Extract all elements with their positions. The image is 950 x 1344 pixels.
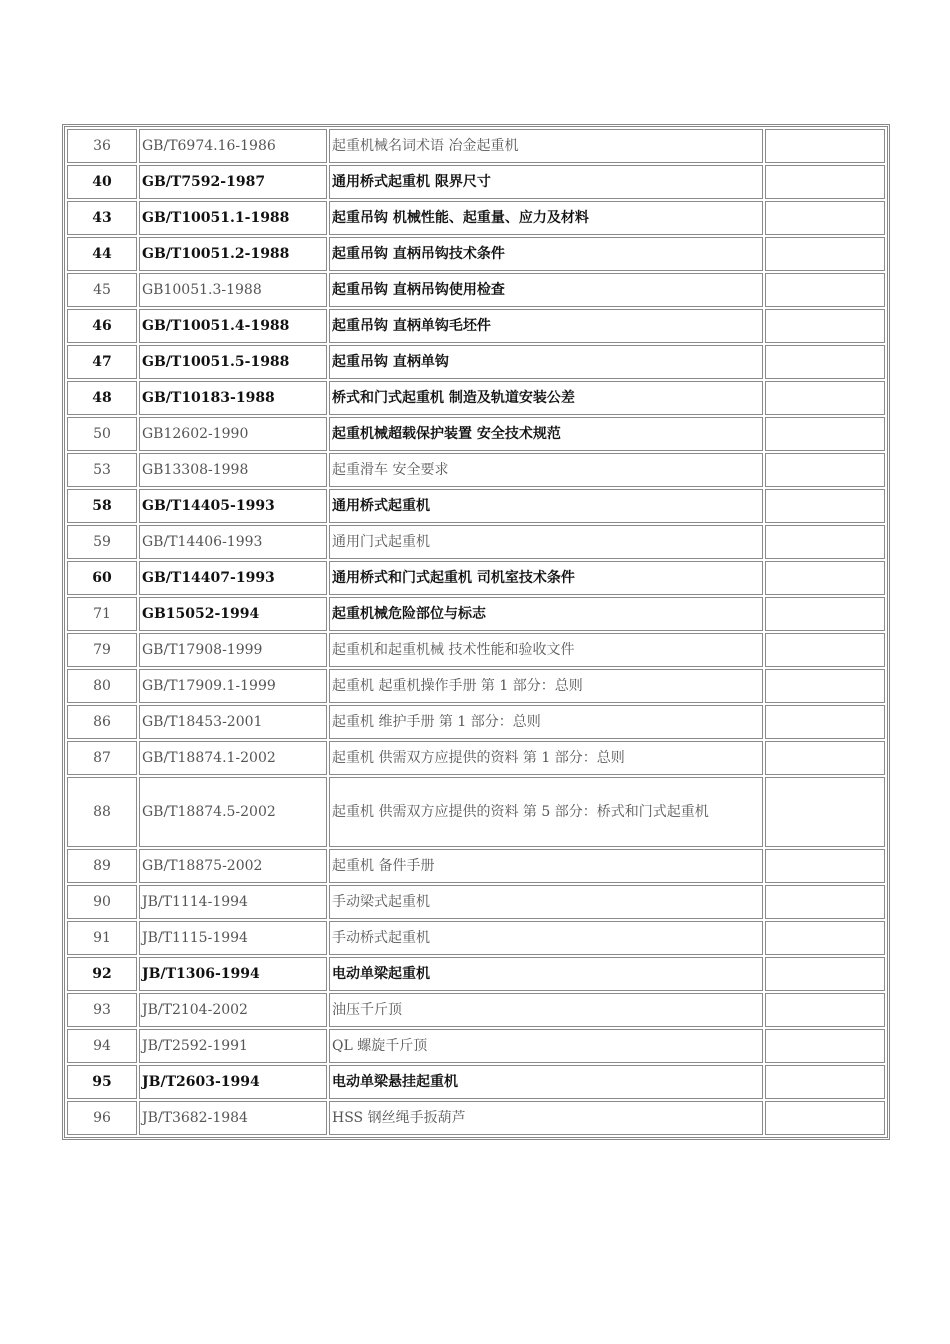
standard-code-cell: GB/T10051.5-1988 (139, 345, 327, 379)
remarks-cell (765, 633, 885, 667)
remarks-cell (765, 993, 885, 1027)
standard-number-cell: 44 (67, 237, 137, 271)
table-row (67, 237, 885, 271)
standard-number-cell: 59 (67, 525, 137, 559)
standard-title-cell: 手动桥式起重机 (329, 921, 763, 955)
table-row (67, 1065, 885, 1099)
standard-code-cell: GB/T17908-1999 (139, 633, 327, 667)
table-row (67, 417, 885, 451)
standard-number-cell: 48 (67, 381, 137, 415)
standard-title-cell: 起重机 维护手册 第 1 部分：总则 (329, 705, 763, 739)
table-row (67, 669, 885, 703)
standard-number-cell: 86 (67, 705, 137, 739)
standard-number-cell: 43 (67, 201, 137, 235)
table-row (67, 489, 885, 523)
standard-number-cell: 95 (67, 1065, 137, 1099)
standard-code-cell: GB13308-1998 (139, 453, 327, 487)
standard-title-cell: 桥式和门式起重机 制造及轨道安装公差 (329, 381, 763, 415)
standard-code-cell: GB/T14406-1993 (139, 525, 327, 559)
table-row (67, 921, 885, 955)
standards-table (65, 127, 887, 1137)
standard-code-cell: GB/T14407-1993 (139, 561, 327, 595)
standard-title-cell: QL 螺旋千斤顶 (329, 1029, 763, 1063)
remarks-cell (765, 705, 885, 739)
standard-title-cell: 手动梁式起重机 (329, 885, 763, 919)
remarks-cell (765, 525, 885, 559)
standard-code-cell: JB/T1306-1994 (139, 957, 327, 991)
standard-code-cell: JB/T1114-1994 (139, 885, 327, 919)
standard-title-cell: 起重机械超载保护装置 安全技术规范 (329, 417, 763, 451)
standard-code-cell: GB/T14405-1993 (139, 489, 327, 523)
standard-title-cell: 起重吊钩 直柄吊钩技术条件 (329, 237, 763, 271)
standard-title-cell: 通用桥式起重机 限界尺寸 (329, 165, 763, 199)
standard-code-cell: GB15052-1994 (139, 597, 327, 631)
standard-title-cell: 油压千斤顶 (329, 993, 763, 1027)
standard-title-cell: 电动单梁悬挂起重机 (329, 1065, 763, 1099)
standard-title-cell: 起重吊钩 直柄吊钩使用检查 (329, 273, 763, 307)
standard-title-cell: 起重机械名词术语 冶金起重机 (329, 129, 763, 163)
standard-title-cell: 起重吊钩 机械性能、起重量、应力及材料 (329, 201, 763, 235)
table-row (67, 777, 885, 847)
standard-code-cell: GB/T10183-1988 (139, 381, 327, 415)
remarks-cell (765, 561, 885, 595)
table-row (67, 1101, 885, 1135)
remarks-cell (765, 669, 885, 703)
table-row (67, 993, 885, 1027)
standard-title-cell: 起重机 供需双方应提供的资料 第 1 部分：总则 (329, 741, 763, 775)
remarks-cell (765, 273, 885, 307)
standard-title-cell: 起重机械危险部位与标志 (329, 597, 763, 631)
table-row (67, 597, 885, 631)
remarks-cell (765, 237, 885, 271)
standard-title-cell: 起重滑车 安全要求 (329, 453, 763, 487)
standard-number-cell: 60 (67, 561, 137, 595)
standard-number-cell: 80 (67, 669, 137, 703)
remarks-cell (765, 129, 885, 163)
standard-title-cell: 电动单梁起重机 (329, 957, 763, 991)
standard-title-cell: 通用桥式起重机 (329, 489, 763, 523)
standard-number-cell: 45 (67, 273, 137, 307)
table-row (67, 453, 885, 487)
remarks-cell (765, 453, 885, 487)
standard-number-cell: 46 (67, 309, 137, 343)
remarks-cell (765, 957, 885, 991)
remarks-cell (765, 1065, 885, 1099)
standard-code-cell: GB12602-1990 (139, 417, 327, 451)
standard-title-cell: 通用桥式和门式起重机 司机室技术条件 (329, 561, 763, 595)
table-row (67, 309, 885, 343)
standard-number-cell: 36 (67, 129, 137, 163)
remarks-cell (765, 489, 885, 523)
table-row (67, 201, 885, 235)
standard-number-cell: 89 (67, 849, 137, 883)
standards-table-body (67, 129, 885, 1135)
standard-number-cell: 58 (67, 489, 137, 523)
standard-number-cell: 71 (67, 597, 137, 631)
standard-number-cell: 94 (67, 1029, 137, 1063)
standard-number-cell: 88 (67, 777, 137, 847)
standard-title-cell: 起重吊钩 直柄单钩 (329, 345, 763, 379)
remarks-cell (765, 1029, 885, 1063)
remarks-cell (765, 417, 885, 451)
table-row (67, 705, 885, 739)
standard-number-cell: 47 (67, 345, 137, 379)
standard-number-cell: 79 (67, 633, 137, 667)
standard-number-cell: 50 (67, 417, 137, 451)
standard-number-cell: 87 (67, 741, 137, 775)
standard-code-cell: GB/T18874.1-2002 (139, 741, 327, 775)
table-row (67, 525, 885, 559)
table-row (67, 633, 885, 667)
standard-number-cell: 90 (67, 885, 137, 919)
table-row (67, 561, 885, 595)
standard-code-cell: GB/T10051.4-1988 (139, 309, 327, 343)
standard-code-cell: GB/T10051.1-1988 (139, 201, 327, 235)
table-row (67, 849, 885, 883)
table-row (67, 345, 885, 379)
standard-title-cell: 起重机和起重机械 技术性能和验收文件 (329, 633, 763, 667)
standard-code-cell: JB/T1115-1994 (139, 921, 327, 955)
standard-number-cell: 53 (67, 453, 137, 487)
standard-number-cell: 91 (67, 921, 137, 955)
table-row (67, 957, 885, 991)
standard-code-cell: JB/T2592-1991 (139, 1029, 327, 1063)
remarks-cell (765, 777, 885, 847)
remarks-cell (765, 597, 885, 631)
standard-number-cell: 96 (67, 1101, 137, 1135)
table-row (67, 381, 885, 415)
table-row (67, 129, 885, 163)
standard-title-cell: 起重吊钩 直柄单钩毛坯件 (329, 309, 763, 343)
standard-code-cell: GB/T18453-2001 (139, 705, 327, 739)
remarks-cell (765, 885, 885, 919)
table-row (67, 885, 885, 919)
remarks-cell (765, 165, 885, 199)
standard-code-cell: JB/T3682-1984 (139, 1101, 327, 1135)
remarks-cell (765, 1101, 885, 1135)
standard-code-cell: GB/T10051.2-1988 (139, 237, 327, 271)
standards-table-frame (62, 124, 890, 1140)
standard-title-cell: 起重机 备件手册 (329, 849, 763, 883)
remarks-cell (765, 381, 885, 415)
standard-title-cell: 通用门式起重机 (329, 525, 763, 559)
remarks-cell (765, 345, 885, 379)
remarks-cell (765, 849, 885, 883)
table-row (67, 273, 885, 307)
standard-title-cell: 起重机 起重机操作手册 第 1 部分：总则 (329, 669, 763, 703)
standard-code-cell: GB10051.3-1988 (139, 273, 327, 307)
table-row (67, 741, 885, 775)
standard-code-cell: GB/T18874.5-2002 (139, 777, 327, 847)
remarks-cell (765, 309, 885, 343)
standard-number-cell: 93 (67, 993, 137, 1027)
remarks-cell (765, 201, 885, 235)
standard-code-cell: GB/T6974.16-1986 (139, 129, 327, 163)
remarks-cell (765, 921, 885, 955)
standard-code-cell: GB/T17909.1-1999 (139, 669, 327, 703)
standard-number-cell: 40 (67, 165, 137, 199)
standard-code-cell: GB/T7592-1987 (139, 165, 327, 199)
remarks-cell (765, 741, 885, 775)
table-row (67, 165, 885, 199)
table-row (67, 1029, 885, 1063)
standard-title-cell: HSS 钢丝绳手扳葫芦 (329, 1101, 763, 1135)
standard-code-cell: JB/T2603-1994 (139, 1065, 327, 1099)
standard-title-cell: 起重机 供需双方应提供的资料 第 5 部分：桥式和门式起重机 (329, 777, 763, 847)
standard-code-cell: GB/T18875-2002 (139, 849, 327, 883)
standard-code-cell: JB/T2104-2002 (139, 993, 327, 1027)
standard-number-cell: 92 (67, 957, 137, 991)
